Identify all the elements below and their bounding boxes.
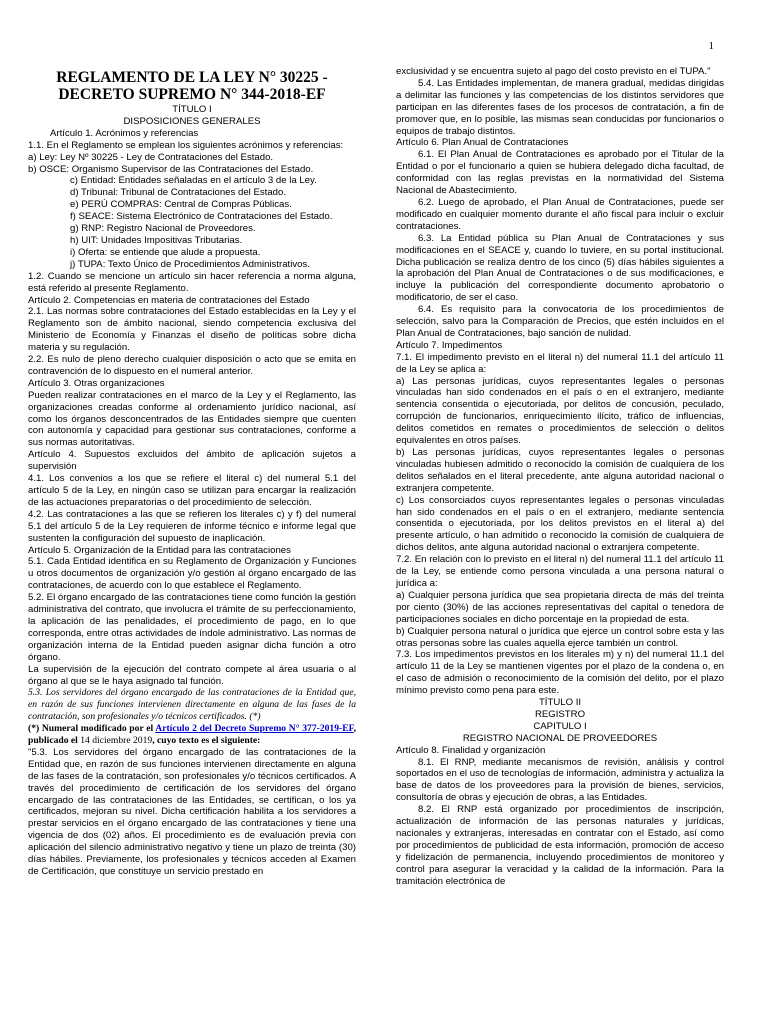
paragraph: d) Tribunal: Tribunal de Contrataciones del Estado. xyxy=(70,187,286,199)
note-mid: , publicado el xyxy=(28,723,356,747)
tail-paragraph: "5.3. Los servidores del órgano encargado de las contrataciones de la Entidad que, en razón de sus funciones intervienen directamente en alguna de las fases de la contratación, son profesionales y/o técnicos certificados. A través del procedimiento de certificación de los servidores del órgano encargado de las contrataciones de las Entidades, se certifican, o los ya certificados, mejoran su nivel. Dicha certificación habilita a los servidores a prestar servicios en el órgano encargado de las contrataciones y tiene una vigencia de dos (02) años. El procedimiento es de evaluación previa con aplicación del silencio administrativo negativo y tiene un plazo de treinta (30) días hábiles. Previamente, los profesionales y técnicos acceden al Examen de Certificación, que constituye un servicio prestado en xyxy=(28,746,356,877)
paragraph: 6.3. La Entidad pública su Plan Anual de Contrataciones y sus modificaciones en el SEACE y, cuando lo tuviere, en su portal institucional. Dicha publicación se realiza dentro de los cinco (5) días hábiles siguientes a la aprobación del Plan Anual de Contrataciones o de sus modificaciones, e incluye la publicación del correspondiente documento aprobatorio o modificatorio, de ser el caso. xyxy=(396,232,724,304)
paragraph: Artículo 6. Plan Anual de Contrataciones xyxy=(396,137,569,149)
paragraph: 4.2. Las contrataciones a las que se refieren los literales c) y f) del numeral 5.1 del artículo 5 de la Ley requieren de informe técnico e informe legal que sustenten la configuración del supuesto de inaplicación. xyxy=(28,508,356,544)
paragraph: 5.2. El órgano encargado de las contrataciones tiene como función la gestión administrativa del contrato, que involucra el trámite de su perfeccionamiento, la aplicación de las penalidades, el procedimiento de pago, en lo que corresponda, entre otras actividades de índole administrativo. Las normas de organización interna de la Entidad pueden asignar dicha función a otro órgano. xyxy=(28,592,357,663)
paragraph: Artículo 5. Organización de la Entidad para las contrataciones xyxy=(28,544,291,556)
document-title-line2: DECRETO SUPREMO N° 344-2018-EF xyxy=(58,86,326,103)
paragraph: 6.2. Luego de aprobado, el Plan Anual de Contrataciones, puede ser modificado en cualquier momento durante el año fiscal para incluir o excluir contrataciones. xyxy=(396,196,724,232)
paragraph: Pueden realizar contrataciones en el marco de la Ley y el Reglamento, las organizaciones creadas conforme al ordenamiento jurídico nacional, así como los órganos desconcentrados de las Entidades siempre que cuenten con autonomía y capacidad para gestionar sus contrataciones, conforme a sus normas autoritativas. xyxy=(28,389,356,449)
paragraph: 4.1. Los convenios a los que se refiere el literal c) del numeral 5.1 del artículo 5 de la Ley, en ningún caso se utilizan para encargar la realización de las actuaciones preparatorias o del procedimiento de selección. xyxy=(28,473,356,508)
titulo-heading: TÍTULO I xyxy=(172,104,212,115)
paragraph: 5.4. Las Entidades implementan, de manera gradual, medidas dirigidas a delimitar las funciones y las competencias de los distintos servidores que participan en las diferentes fases de los procesos de contratación, a fin de promover que, en lo posible, las mismas sean conducidas por funcionarios o equipos de trabajo distintos. xyxy=(396,77,724,137)
right-column xyxy=(396,66,724,888)
decree-link[interactable]: Artículo 2 del Decreto Supremo N° 377-2019-EF xyxy=(155,723,354,735)
paragraph: j) TUPA: Texto Único de Procedimientos Administrativos. xyxy=(70,258,310,270)
right-paragraphs-a xyxy=(396,66,724,697)
document-title-line1: REGLAMENTO DE LA LEY N° 30225 - xyxy=(56,69,328,86)
paragraph: 6.4. Es requisito para la convocatoria de los procedimientos de selección, salvo para la Comparación de Precios, que estén incluidos en el Plan Anual de Contrataciones, bajo sanción de nulidad. xyxy=(396,304,724,339)
paragraph: c) Entidad: Entidades señaladas en el artículo 3 de la Ley. xyxy=(70,175,317,187)
note-suffix: , cuyo texto es el siguiente: xyxy=(152,735,261,747)
paragraph: a) Las personas jurídicas, cuyos representantes legales o personas vinculadas han sido condenados en el país o en el extranjero, mediante sentencia consentida o ejecutoriada, por delitos de concusión, peculado, corrupción de funcionarios, enriquecimiento ilícito, tráfico de influencias, delitos cometidos en remates o procedimientos de selección o delitos equivalentes en otros países. xyxy=(396,375,724,447)
paragraph: Artículo 4. Supuestos excluidos del ámbito de aplicación sujetos a supervisión xyxy=(28,449,356,473)
paragraph: 7.3. Los impedimentos previstos en los literales m) y n) del numeral 11.1 del artículo 11 de la Ley se mantienen vigentes por el plazo de la condena o, en el caso de admisión o reconocimiento de la comisión del delito, por el plazo mínimo previsto como pena para este. xyxy=(396,649,724,697)
paragraph: 8.1. El RNP, mediante mecanismos de revisión, análisis y control soportados en el uso de tecnologías de información, administra y actualiza la base de datos de los proveedores para la provisión de bienes, servicios, consultoría de obras y ejecución de obras, a las Entidades. xyxy=(396,756,724,804)
paragraph: g) RNP: Registro Nacional de Proveedores. xyxy=(70,223,256,235)
note-prefix: (*) Numeral modificado por el xyxy=(28,723,156,735)
titulo2-heading: TÍTULO II xyxy=(538,697,582,709)
paragraph: exclusividad y se encuentra sujeto al pago del costo previsto en el TUPA." xyxy=(396,66,711,77)
paragraph: Artículo 3. Otras organizaciones xyxy=(28,377,165,389)
paragraph: 1.1. En el Reglamento se emplean los siguientes acrónimos y referencias: xyxy=(28,139,344,151)
paragraph: h) UIT: Unidades Impositivas Tributarias. xyxy=(70,234,243,246)
rnp-heading: REGISTRO NACIONAL DE PROVEEDORES xyxy=(462,732,658,744)
note-date: 14 diciembre 2019 xyxy=(80,735,153,747)
paragraph: Artículo 2. Competencias en materia de contrataciones del Estado xyxy=(28,294,310,306)
paragraph: i) Oferta: se entiende que alude a propuesta. xyxy=(70,246,261,258)
paragraph: a) Ley: Ley Nº 30225 - Ley de Contrataciones del Estado. xyxy=(28,151,274,163)
paragraph: b) OSCE: Organismo Supervisor de las Contrataciones del Estado. xyxy=(28,163,314,175)
paragraph: La supervisión de la ejecución del contrato compete al área usuaria o al órgano al que se le haya asignado tal función. xyxy=(28,663,356,687)
left-column xyxy=(28,70,356,878)
paragraph: f) SEACE: Sistema Electrónico de Contrataciones del Estado. xyxy=(70,211,333,223)
paragraph: 2.2. Es nulo de pleno derecho cualquier disposición o acto que se emita en contravención de lo dispuesto en el numeral anterior. xyxy=(28,354,356,377)
paragraph: b) Cualquier persona natural o jurídica que ejerce un control sobre esta y las otras personas sobre las cuales aquella ejerce también un control. xyxy=(396,625,724,649)
paragraph: 8.2. El RNP está organizado por procedimientos de inscripción, actualización de información de las personas naturales y jurídicas, nacionales y extranjeras, interesadas en contratar con el Estado, así como por procedimientos de publicidad de esta información, promoción de acceso y fidelización de permanencia, incluyendo procedimientos de monitoreo y control para asegurar la veracidad y la calidad de la información. Para la tramitación electrónica de xyxy=(396,804,724,887)
paragraph: 5.1. Cada Entidad identifica en su Reglamento de Organización y Funciones u otros documentos de organización y/o gestión al órgano encargado de las contrataciones, de acuerdo con lo que establece el Reglamento. xyxy=(28,556,356,592)
paragraph: Artículo 7. Impedimentos xyxy=(396,339,503,351)
right-paragraphs-b xyxy=(396,745,724,888)
paragraph: e) PERÚ COMPRAS: Central de Compras Públicas. xyxy=(70,199,292,211)
paragraph: a) Cualquier persona jurídica que sea propietaria directa de más del treinta por ciento (30%) de las acciones representativas del capital o tenedora de participaciones sociales en dicho porcentaje en la propiedad de esta. xyxy=(396,589,724,625)
paragraph: c) Los consorciados cuyos representantes legales o personas vinculadas han sido condenados en el país o en el extranjero, mediante sentencia consentida o ejecutoriada, por los delitos previstos en el literal a) del presente artículo, o han admitido o reconocido la comisión de cualquiera de dichos delitos, ante alguna autoridad nacional o extranjera competente. xyxy=(396,494,724,554)
italic-paragraph: 5.3. Los servidores del órgano encargado de las contrataciones de la Entidad que, en razón de sus funciones intervienen directamente en alguna de las fases de la contratación, son profesionales y/o técnicos certificados. (*) xyxy=(28,687,356,723)
paragraph: b) Las personas jurídicas, cuyos representantes legales o personas vinculadas hubiesen admitido o reconocido la comisión de cualquiera de los delitos señalados en el literal precedente, ante alguna autoridad nacional o extranjera competente. xyxy=(396,447,724,494)
left-paragraphs xyxy=(28,128,356,688)
paragraph: 1.2. Cuando se mencione un artículo sin hacer referencia a norma alguna, está referido al presente Reglamento. xyxy=(28,270,356,294)
titulo-name: DISPOSICIONES GENERALES xyxy=(123,115,261,127)
paragraph: 7.1. El impedimento previsto en el literal n) del numeral 11.1 del artículo 11 de la Ley se aplica a: xyxy=(396,351,724,375)
modification-note xyxy=(28,723,356,747)
capitulo-heading: CAPITULO I xyxy=(533,720,587,732)
registro-heading: REGISTRO xyxy=(534,708,586,720)
paragraph: 6.1. El Plan Anual de Contrataciones es aprobado por el Titular de la Entidad o por el funcionario a quien se hubiera delegado dicha facultad, de conformidad con las reglas previstas en la normatividad del Sistema Nacional de Abastecimiento. xyxy=(396,149,724,197)
paragraph: Artículo 8. Finalidad y organización xyxy=(396,744,546,756)
paragraph: Artículo 1. Acrónimos y referencias xyxy=(50,127,199,139)
paragraph: 7.2. En relación con lo previsto en el literal n) del numeral 11.1 del artículo 11 de la Ley, se entiende como persona vinculada a una persona natural o jurídica a: xyxy=(396,554,724,589)
paragraph: 2.1. Las normas sobre contrataciones del Estado establecidas en la Ley y el Reglamento son de ámbito nacional, siendo competencia exclusiva del Ministerio de Economía y Finanzas el diseño de políticas sobre dicha materia y su regulación. xyxy=(28,306,356,354)
page-number: 1 xyxy=(708,40,714,52)
